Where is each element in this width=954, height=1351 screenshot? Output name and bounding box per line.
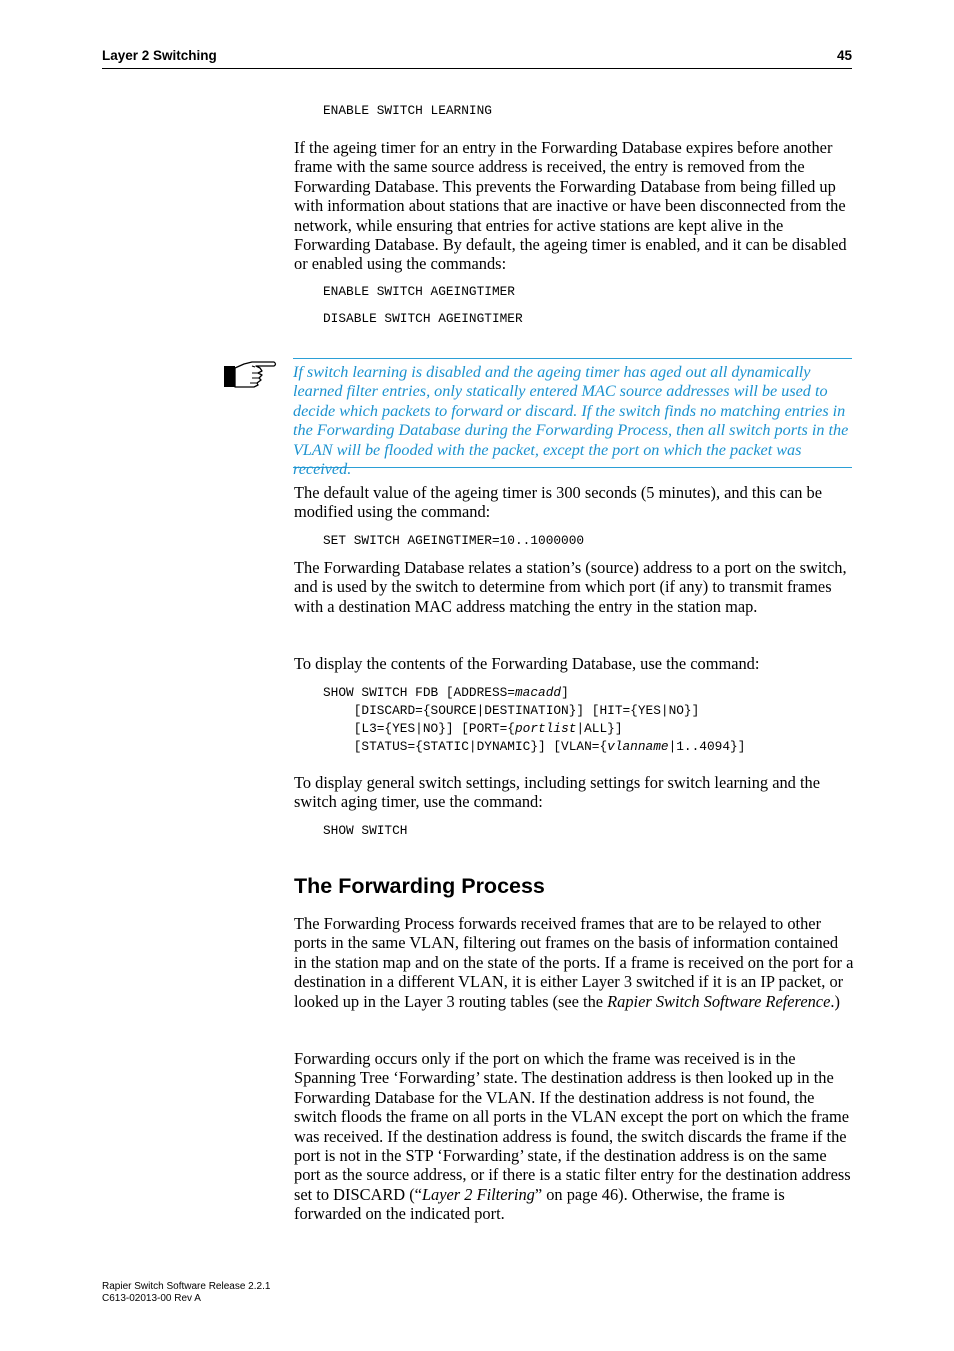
- paragraph-default-ageing: The default value of the ageing timer is 300 seconds (5 minutes), and this can be modified using the command:: [294, 483, 822, 522]
- paragraph-forwarding-process: The Forwarding Process forwards received frames that are to be relayed to other ports in the same VLAN, filtering out frames on the basis of information contained in the station map and on the state of the ports. If a frame is received on the port for a destination in a different VLAN, it is either Layer 3 switched if it is an IP packet, or looked up in the Layer 3 routing tables (see the Rapier Switch Software Reference.): [294, 914, 854, 1011]
- command-show-switch-fdb: SHOW SWITCH FDB [ADDRESS=macadd] [DISCARD={SOURCE|DESTINATION}] [HIT={YES|NO}] [L3={YES|NO}] [PORT={portlist|ALL}] [STATUS={STATIC|DYNAMIC}] [VLAN={vlanname|1..4094}]: [323, 685, 746, 754]
- paragraph-forwarding-occurs: Forwarding occurs only if the port on which the frame was received is in the Spanning Tree ‘Forwarding’ state. The destination address is then looked up in the Forwarding Database for the VLAN. If the destination address is not found, the switch floods the frame on all ports in the VLAN except the port on which the frame was received. If the destination address is found, the switch discards the frame if the port is not in the STP ‘Forwarding’ state, if the destination address is on the same port as the source address, or if there is a static filter entry for the destination address set to DISCARD (“Layer 2 Filtering” on page 46). Otherwise, the frame is forwarded on the indicated port.: [294, 1049, 851, 1224]
- running-header: [102, 48, 852, 69]
- command-enable-switch-learning: ENABLE SWITCH LEARNING: [323, 103, 492, 118]
- paragraph-ageing-timer: If the ageing timer for an entry in the Forwarding Database expires before another frame with the same source address is received, the entry is removed from the Forwarding Database. This prevents the Forwarding Database from being filled up with information about stations that are inactive or have been disconnected from the network, while ensuring that entries for active stations are kept alive in the Forwarding Database. By default, the ageing timer is enabled, and it can be disabled or enabled using the commands:: [294, 138, 847, 274]
- section-heading: The Forwarding Process: [294, 874, 545, 898]
- note-text: If switch learning is disabled and the ageing timer has aged out all dynamically learned filter entries, only statically entered MAC source addresses will be used to decide which packets to forward or discard. If the switch finds no matching entries in the Forwarding Database during the Forwarding Process, then all switch ports in the VLAN will be flooded with the packet, except the port on which the packet was received.: [293, 363, 849, 479]
- command-set-ageingtimer: SET SWITCH AGEINGTIMER=10..1000000: [323, 533, 585, 548]
- footer-document-number: C613-02013-00 Rev A: [102, 1293, 201, 1304]
- command-enable-ageingtimer: ENABLE SWITCH AGEINGTIMER: [323, 284, 515, 299]
- command-show-switch: SHOW SWITCH: [323, 823, 408, 838]
- page-number: 45: [836, 48, 852, 63]
- command-disable-ageingtimer: DISABLE SWITCH AGEINGTIMER: [323, 311, 523, 326]
- paragraph-display-fdb: To display the contents of the Forwarding Database, use the command:: [294, 654, 760, 673]
- note-box: [293, 358, 852, 479]
- header-section-title: Layer 2 Switching: [102, 48, 217, 63]
- paragraph-forwarding-database: The Forwarding Database relates a station’s (source) address to a port on the switch, and is used by the switch to determine from which port (if any) to transmit frames with a destination MAC address matching the entry in the station map.: [294, 558, 847, 616]
- page-footer: [102, 1281, 270, 1305]
- pointing-hand-icon: [222, 358, 278, 390]
- paragraph-display-switch: To display general switch settings, including settings for switch learning and the switch aging timer, use the command:: [294, 773, 820, 812]
- footer-release: Rapier Switch Software Release 2.2.1: [102, 1281, 271, 1292]
